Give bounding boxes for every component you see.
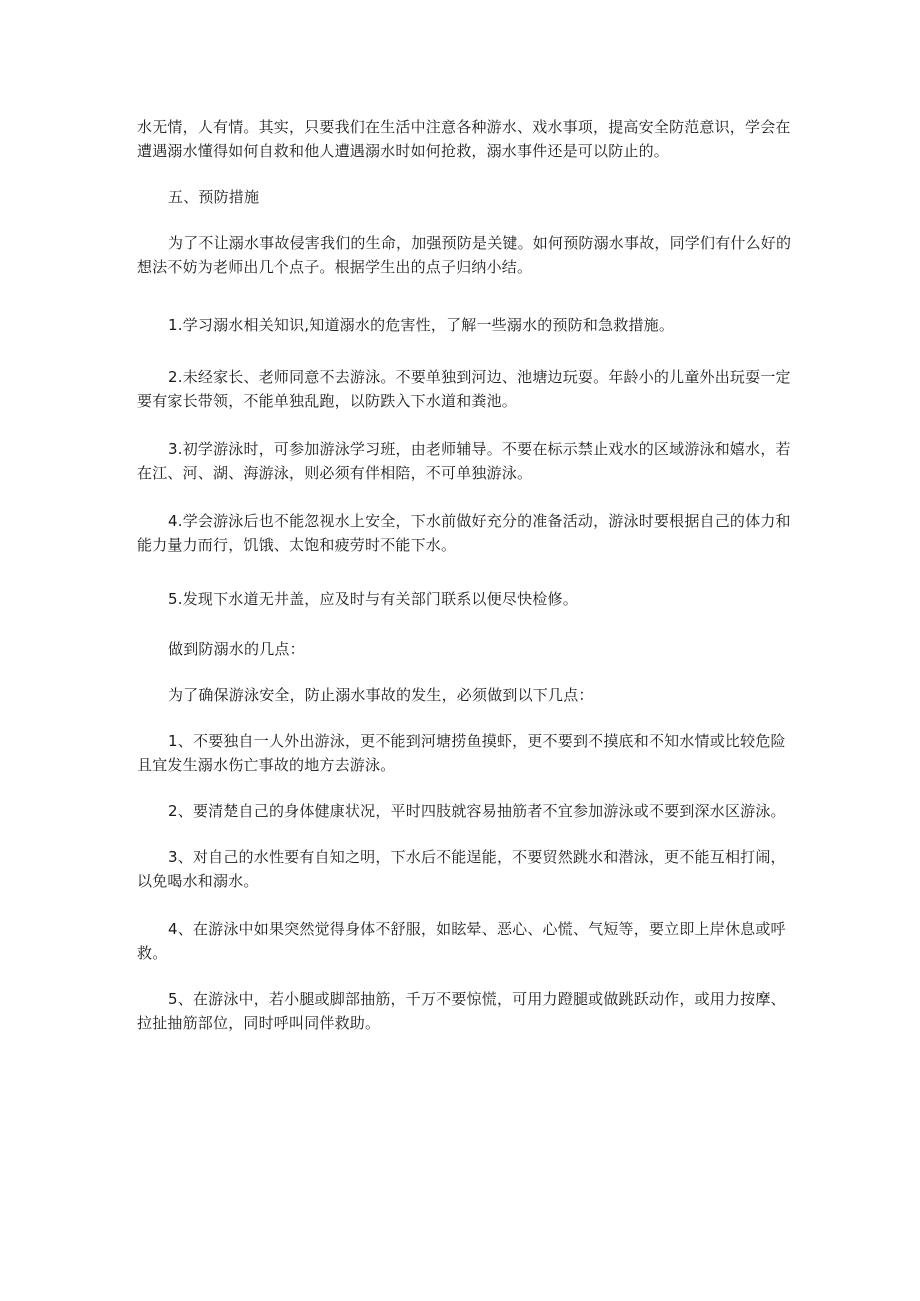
list-item-1: 1.学习溺水相关知识,知道溺水的危害性，了解一些溺水的预防和急救措施。 [168,316,675,334]
rule-item-3: 3、对自己的水性要有自知之明，下水后不能逞能，不要贸然跳水和潜泳，更不能互相打闹，以免喝水和溺水。 [137,848,786,890]
list-item-2: 2.未经家长、老师同意不去游泳。不要单独到河边、池塘边玩耍。年龄小的儿童外出玩耍一定要有家长带领，不能单独乱跑，以防跌入下水道和粪池。 [137,368,791,410]
section-heading: 五、预防措施 [168,188,260,206]
paragraph-safety-intro: 为了确保游泳安全，防止溺水事故的发生，必须做到以下几点： [168,686,594,704]
list-item-4: 4.学会游泳后也不能忽视水上安全，下水前做好充分的准备活动，游泳时要根据自己的体力和能力量力而行，饥饿、太饱和疲劳时不能下水。 [137,512,791,554]
rule-item-5: 5、在游泳中，若小腿或脚部抽筋，千万不要惊慌，可用力蹬腿或做跳跃动作，或用力按摩、拉扯抽筋部位，同时呼叫同伴救助。 [137,990,786,1032]
list-item-3: 3.初学游泳时，可参加游泳学习班，由老师辅导。不要在标示禁止戏水的区域游泳和嬉水，若在江、河、湖、海游泳，则必须有伴相陪，不可单独游泳。 [137,440,791,482]
rule-item-4: 4、在游泳中如果突然觉得身体不舒服，如眩晕、恶心、心慌、气短等，要立即上岸休息或呼救。 [137,920,786,962]
list-item-5: 5.发现下水道无井盖，应及时与有关部门联系以便尽快检修。 [168,590,578,608]
rule-item-2: 2、要清楚自己的身体健康状况，平时四肢就容易抽筋者不宜参加游泳或不要到深水区游泳。 [168,802,786,820]
rule-item-1: 1、不要独自一人外出游泳，更不能到河塘捞鱼摸虾，更不要到不摸底和不知水情或比较危险且宜发生溺水伤亡事故的地方去游泳。 [137,732,786,774]
subheading: 做到防溺水的几点： [168,640,305,658]
paragraph-prevention-intro: 为了不让溺水事故侵害我们的生命，加强预防是关键。如何预防溺水事故，同学们有什么好的想法不妨为老师出几个点子。根据学生出的点子归纳小结。 [137,234,792,276]
paragraph-intro: 水无情，人有情。其实，只要我们在生活中注意各种游水、戏水事项，提高安全防范意识，学会在遭遇溺水懂得如何自救和他人遭遇溺水时如何抢救，溺水事件还是可以防止的。 [137,118,791,160]
